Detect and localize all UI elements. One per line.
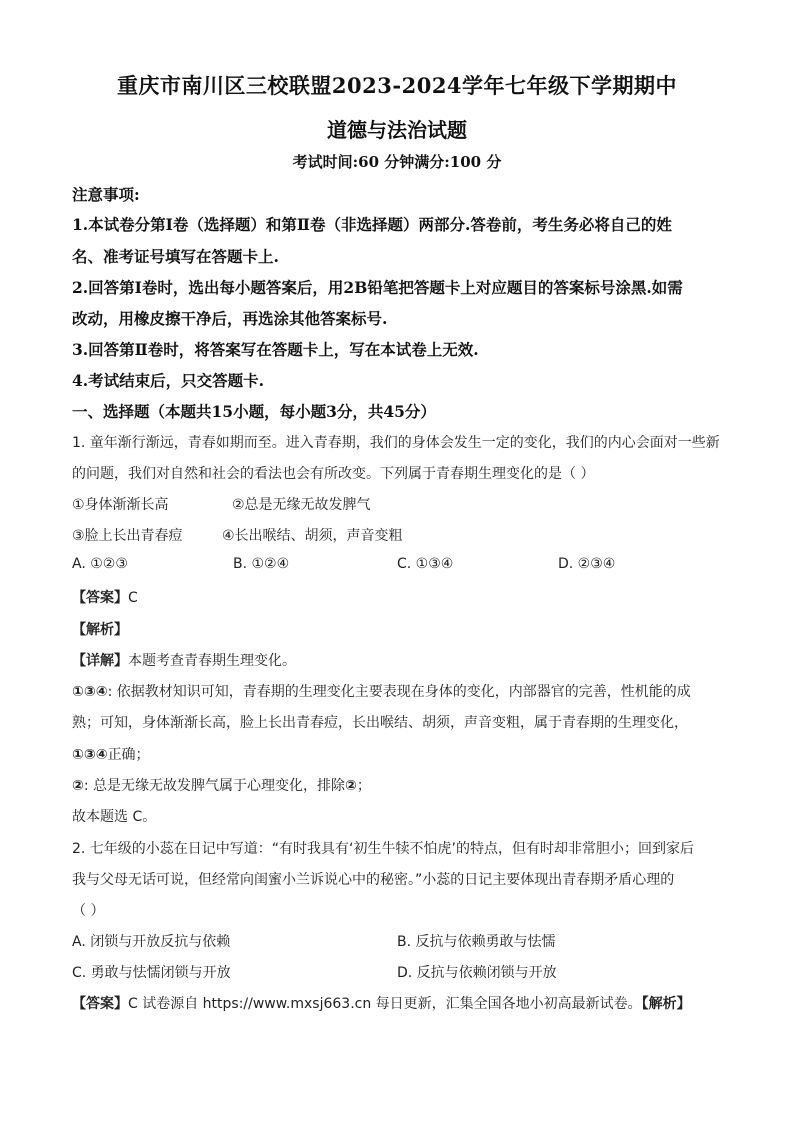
answer-tag: 【答案】 xyxy=(72,996,128,1012)
explanation-lead: ② xyxy=(345,778,357,794)
q1-item-2: ②总是无缘无故发脾气 xyxy=(232,497,371,513)
detail-text: 本题考查青春期生理变化。 xyxy=(128,653,296,669)
explanation-lead: ①③④ xyxy=(72,747,108,763)
q2-option-c: C. 勇敢与怯懦闭锁与开放 xyxy=(72,965,231,981)
answer-tag: 【答案】 xyxy=(72,590,128,606)
explanation-lead: ② xyxy=(72,778,84,794)
q1-explanation-line-4 xyxy=(72,775,371,795)
exam-subject: 道德与法治试题 xyxy=(327,118,467,142)
notice-item-1-line-2: 名、准考证号填写在答题卡上. xyxy=(72,247,279,266)
notice-item-4: 4.考试结束后，只交答题卡. xyxy=(72,371,265,390)
q1-option-a: A. ①②③ xyxy=(72,556,128,572)
answer-value: C 试卷源自 https://www.mxsj663.cn 每日更新，汇集全国各地小初高最新试卷。 xyxy=(128,996,642,1012)
q2-stem-line-1: 2. 七年级的小蕊在日记中写道：“有时我具有‘初生牛犊不怕虎’的特点，但有时却非常胆小；回到家后 xyxy=(72,841,694,857)
q2-option-a: A. 闭锁与开放反抗与依赖 xyxy=(72,934,231,950)
q2-option-b: B. 反抗与依赖勇敢与怯懦 xyxy=(397,934,556,950)
q2-stem-line-2: 我与父母无话可说，但经常向闺蜜小兰诉说心中的秘密。”小蕊的日记主要体现出青春期矛盾心理的 xyxy=(72,872,675,888)
notice-item-2-line-1: 2.回答第Ⅰ卷时，选出每小题答案后，用2B铅笔把答题卡上对应题目的答案标号涂黑.如需 xyxy=(72,278,683,297)
q1-stem-line-2: 的问题，我们对自然和社会的看法也会有所改变。下列属于青春期生理变化的是（ ） xyxy=(72,466,595,482)
q1-conclusion: 故本题选 C。 xyxy=(72,809,157,825)
explanation-text: : 总是无缘无故发脾气属于心理变化，排除 xyxy=(83,778,346,794)
q1-option-b: B. ①②④ xyxy=(233,556,290,572)
explanation-end: ； xyxy=(356,778,371,794)
notice-heading: 注意事项: xyxy=(72,185,140,204)
notice-item-1-line-1: 1.本试卷分第Ⅰ卷（选择题）和第Ⅱ卷（非选择题）两部分.答卷前，考生务必将自己的姓 xyxy=(72,215,672,234)
notice-item-2-line-2: 改动，用橡皮擦干净后，再选涂其他答案标号. xyxy=(72,309,388,328)
q1-item-4: ④长出喉结、胡须，声音变粗 xyxy=(222,528,403,544)
q1-detail xyxy=(72,650,296,670)
q1-explanation-line-2: 熟；可知，身体渐渐长高，脸上长出青春痘，长出喉结、胡须，声音变粗，属于青春期的生理变化， xyxy=(72,715,688,731)
q2-option-d: D. 反抗与依赖闭锁与开放 xyxy=(397,965,557,981)
q1-item-3: ③脸上长出青春痘 xyxy=(72,528,183,544)
section-heading: 一、选择题（本题共15小题，每小题3分，共45分） xyxy=(72,402,436,421)
q1-explanation-line-1 xyxy=(72,681,691,701)
exam-title: 重庆市南川区三校联盟2023-2024学年七年级下学期期中 xyxy=(116,73,678,98)
q1-option-c: C. ①③④ xyxy=(397,556,454,572)
q1-analysis-tag: 【解析】 xyxy=(72,622,128,638)
q1-option-d: D. ②③④ xyxy=(558,556,616,572)
q1-stem-line-1: 1. 童年渐行渐远，青春如期而至。进入青春期，我们的身体会发生一定的变化，我们的内心会面对一些新 xyxy=(72,435,720,451)
q2-stem-line-3: （ ） xyxy=(72,903,105,919)
detail-tag: 【详解】 xyxy=(72,653,128,669)
answer-value: C xyxy=(128,590,138,606)
q1-item-1: ①身体渐渐长高 xyxy=(72,497,169,513)
analysis-tag: 【解析】 xyxy=(641,996,691,1012)
q2-answer xyxy=(72,993,691,1013)
explanation-text: : 依据教材知识可知，青春期的生理变化主要表现在身体的变化，内部器官的完善，性机能的成 xyxy=(107,684,691,700)
explanation-lead: ①③④ xyxy=(72,684,108,700)
q1-answer xyxy=(72,587,138,607)
explanation-text: 正确； xyxy=(107,747,150,763)
notice-item-3: 3.回答第Ⅱ卷时，将答案写在答题卡上，写在本试卷上无效. xyxy=(72,340,479,359)
q1-explanation-line-3 xyxy=(72,744,150,764)
exam-info: 考试时间:60 分钟满分:100 分 xyxy=(292,153,502,171)
